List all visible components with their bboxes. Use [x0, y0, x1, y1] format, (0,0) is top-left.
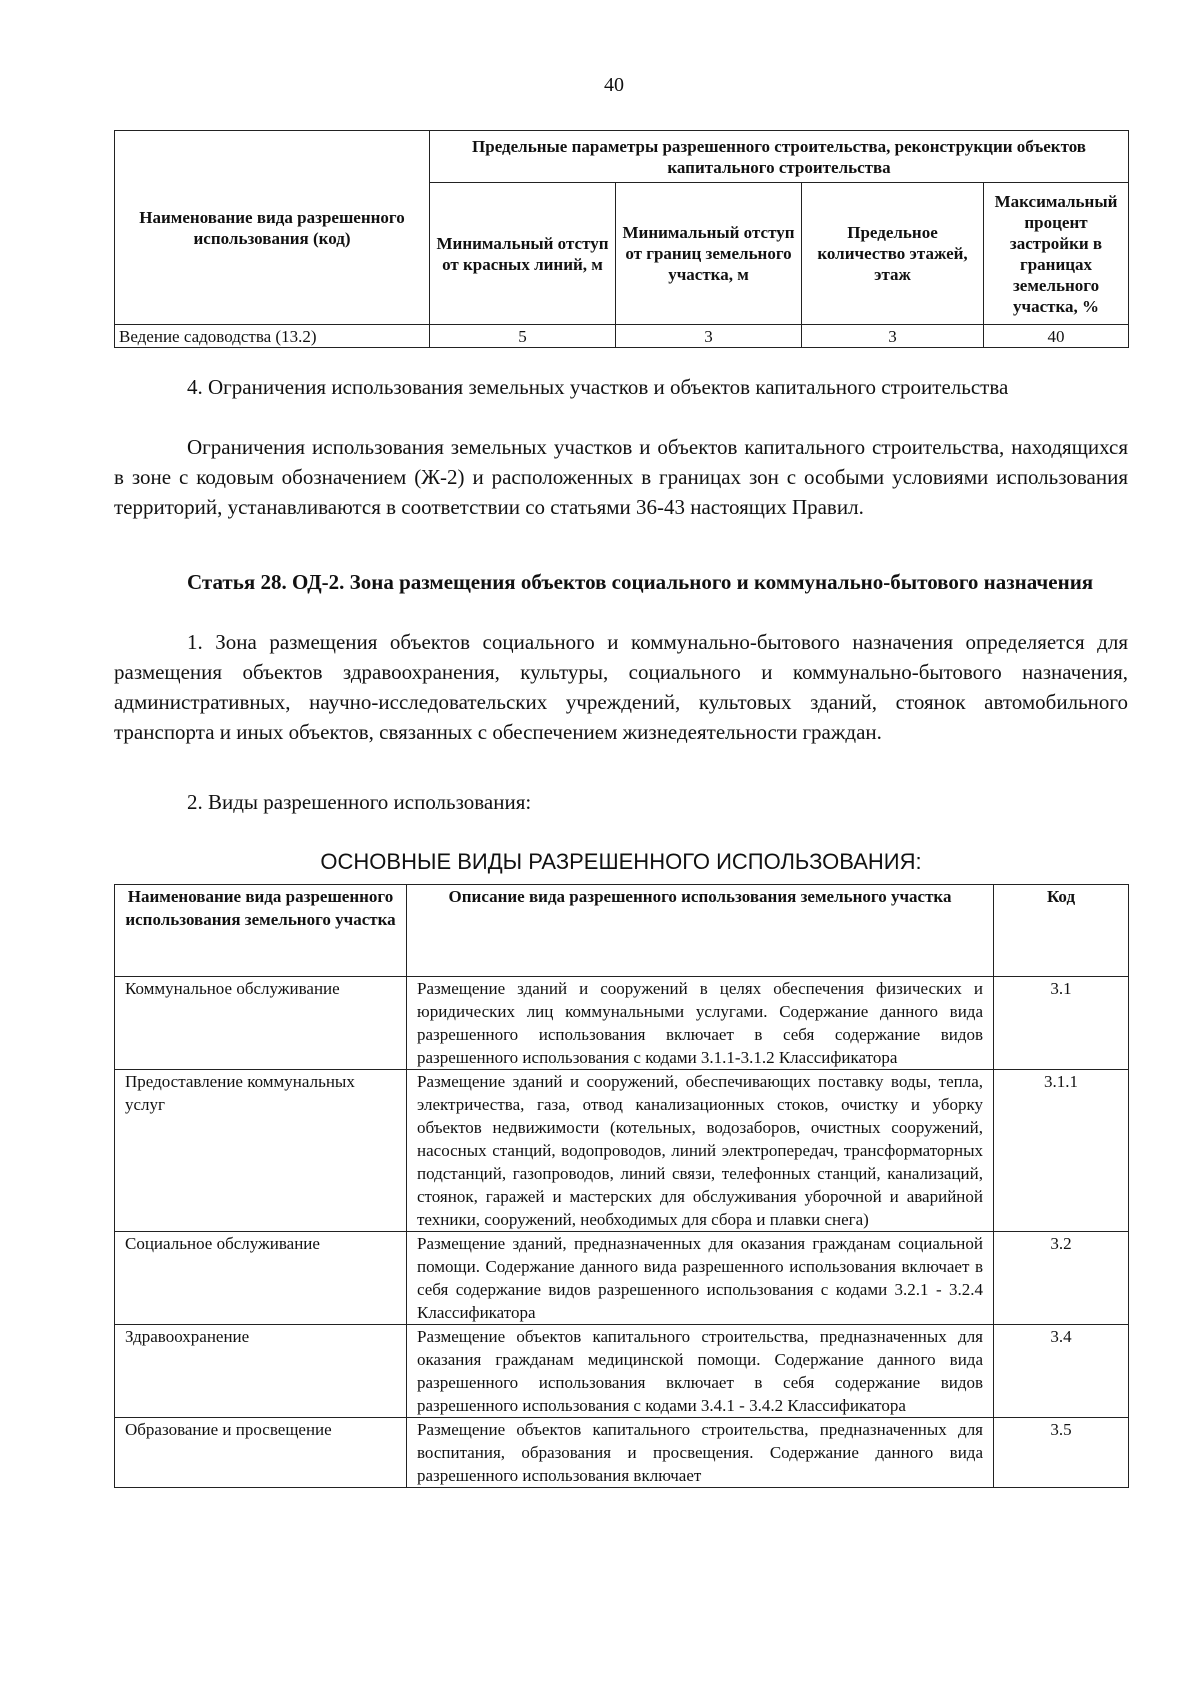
table-row [115, 325, 1129, 348]
row-value: 3 [802, 325, 984, 348]
use-description: Размещение объектов капитального строительства, предназначенных для оказания гражданам медицинской помощи. Содержание данного вида разрешенного использования включает в себя содержание видов разрешенного использования с кодами 3.4.1 - 3.4.2 Классификатора [407, 1325, 994, 1418]
use-description: Размещение зданий и сооружений в целях обеспечения физических и юридических лиц коммунальными услугами. Содержание данного вида разрешенного использования включает в себя содержание видов разрешенного использования с кодами 3.1.1-3.1.2 Классификатора [407, 977, 994, 1070]
group-header: Предельные параметры разрешенного строительства, реконструкции объектов капитального строительства [430, 131, 1129, 183]
use-code: 3.4 [994, 1325, 1129, 1418]
article-paragraph-2: 2. Виды разрешенного использования: [187, 790, 532, 814]
row-value: 3 [616, 325, 802, 348]
table-row [115, 1070, 1129, 1232]
use-name: Предоставление коммунальных услуг [115, 1070, 407, 1232]
use-code: 3.2 [994, 1232, 1129, 1325]
table-row [115, 1325, 1129, 1418]
article-title: Статья 28. ОД-2. Зона размещения объектов социального и коммунально-бытового назначения [187, 570, 1094, 594]
sub-header-coverage: Максимальный процент застройки в границах земельного участка, % [984, 183, 1129, 325]
table-row [115, 1232, 1129, 1325]
use-code: 3.1 [994, 977, 1129, 1070]
sub-header-red-lines: Минимальный отступ от красных линий, м [430, 183, 616, 325]
use-code: 3.1.1 [994, 1070, 1129, 1232]
parameters-table [114, 130, 1129, 348]
header-description: Описание вида разрешенного использования земельного участка [407, 885, 994, 977]
use-description: Размещение объектов капитального строительства, предназначенных для воспитания, образования и просвещения. Содержание данного вида разрешенного использования включает [407, 1418, 994, 1488]
use-name: Образование и просвещение [115, 1418, 407, 1488]
section-title: ОСНОВНЫЕ ВИДЫ РАЗРЕШЕННОГО ИСПОЛЬЗОВАНИЯ: [320, 849, 922, 874]
use-name: Здравоохранение [115, 1325, 407, 1418]
use-name: Коммунальное обслуживание [115, 977, 407, 1070]
use-code: 3.5 [994, 1418, 1129, 1488]
header-code: Код [994, 885, 1129, 977]
row-value: 40 [984, 325, 1129, 348]
section4-heading: 4. Ограничения использования земельных участков и объектов капитального строительства [187, 375, 1009, 399]
page-number: 40 [604, 74, 624, 96]
use-description: Размещение зданий и сооружений, обеспечивающих поставку воды, тепла, электричества, газа, отвод канализационных стоков, очистку и уборку объектов недвижимости (котельных, водозаборов, очистных сооружений, насосных станций, водопроводов, линий электропередач, трансформаторных подстанций, газопроводов, линий связи, телефонных станций, канализаций, стоянок, гаражей и мастерских для обслуживания уборочной и аварийной техники, сооружений, необходимых для сбора и плавки снега) [407, 1070, 994, 1232]
sub-header-floors: Предельное количество этажей, этаж [802, 183, 984, 325]
table-row [115, 1418, 1129, 1488]
permitted-use-table [114, 884, 1129, 1488]
col-name-header: Наименование вида разрешенного использования (код) [115, 131, 430, 325]
header-name: Наименование вида разрешенного использования земельного участка [115, 885, 407, 977]
table-row [115, 977, 1129, 1070]
section4-text: Ограничения использования земельных участков и объектов капитального строительства, находящихся в зоне с кодовым обозначением (Ж-2) и расположенных в границах зон с особыми условиями использования территорий, устанавливаются в соответствии со статьями 36-43 настоящих Правил. [114, 435, 1128, 519]
use-name: Социальное обслуживание [115, 1232, 407, 1325]
row-value: 5 [430, 325, 616, 348]
use-description: Размещение зданий, предназначенных для оказания гражданам социальной помощи. Содержание данного вида разрешенного использования включает в себя содержание видов разрешенного использования с кодами 3.2.1 - 3.2.4 Классификатора [407, 1232, 994, 1325]
article-paragraph-1: 1. Зона размещения объектов социального и коммунально-бытового назначения определяется для размещения объектов здравоохранения, культуры, социального и коммунально-бытового назначения, административных, научно-исследовательских учреждений, культовых зданий, стоянок автомобильного транспорта и иных объектов, связанных с обеспечением жизнедеятельности граждан. [114, 630, 1128, 744]
sub-header-boundaries: Минимальный отступ от границ земельного участка, м [616, 183, 802, 325]
row-name: Ведение садоводства (13.2) [115, 325, 430, 348]
